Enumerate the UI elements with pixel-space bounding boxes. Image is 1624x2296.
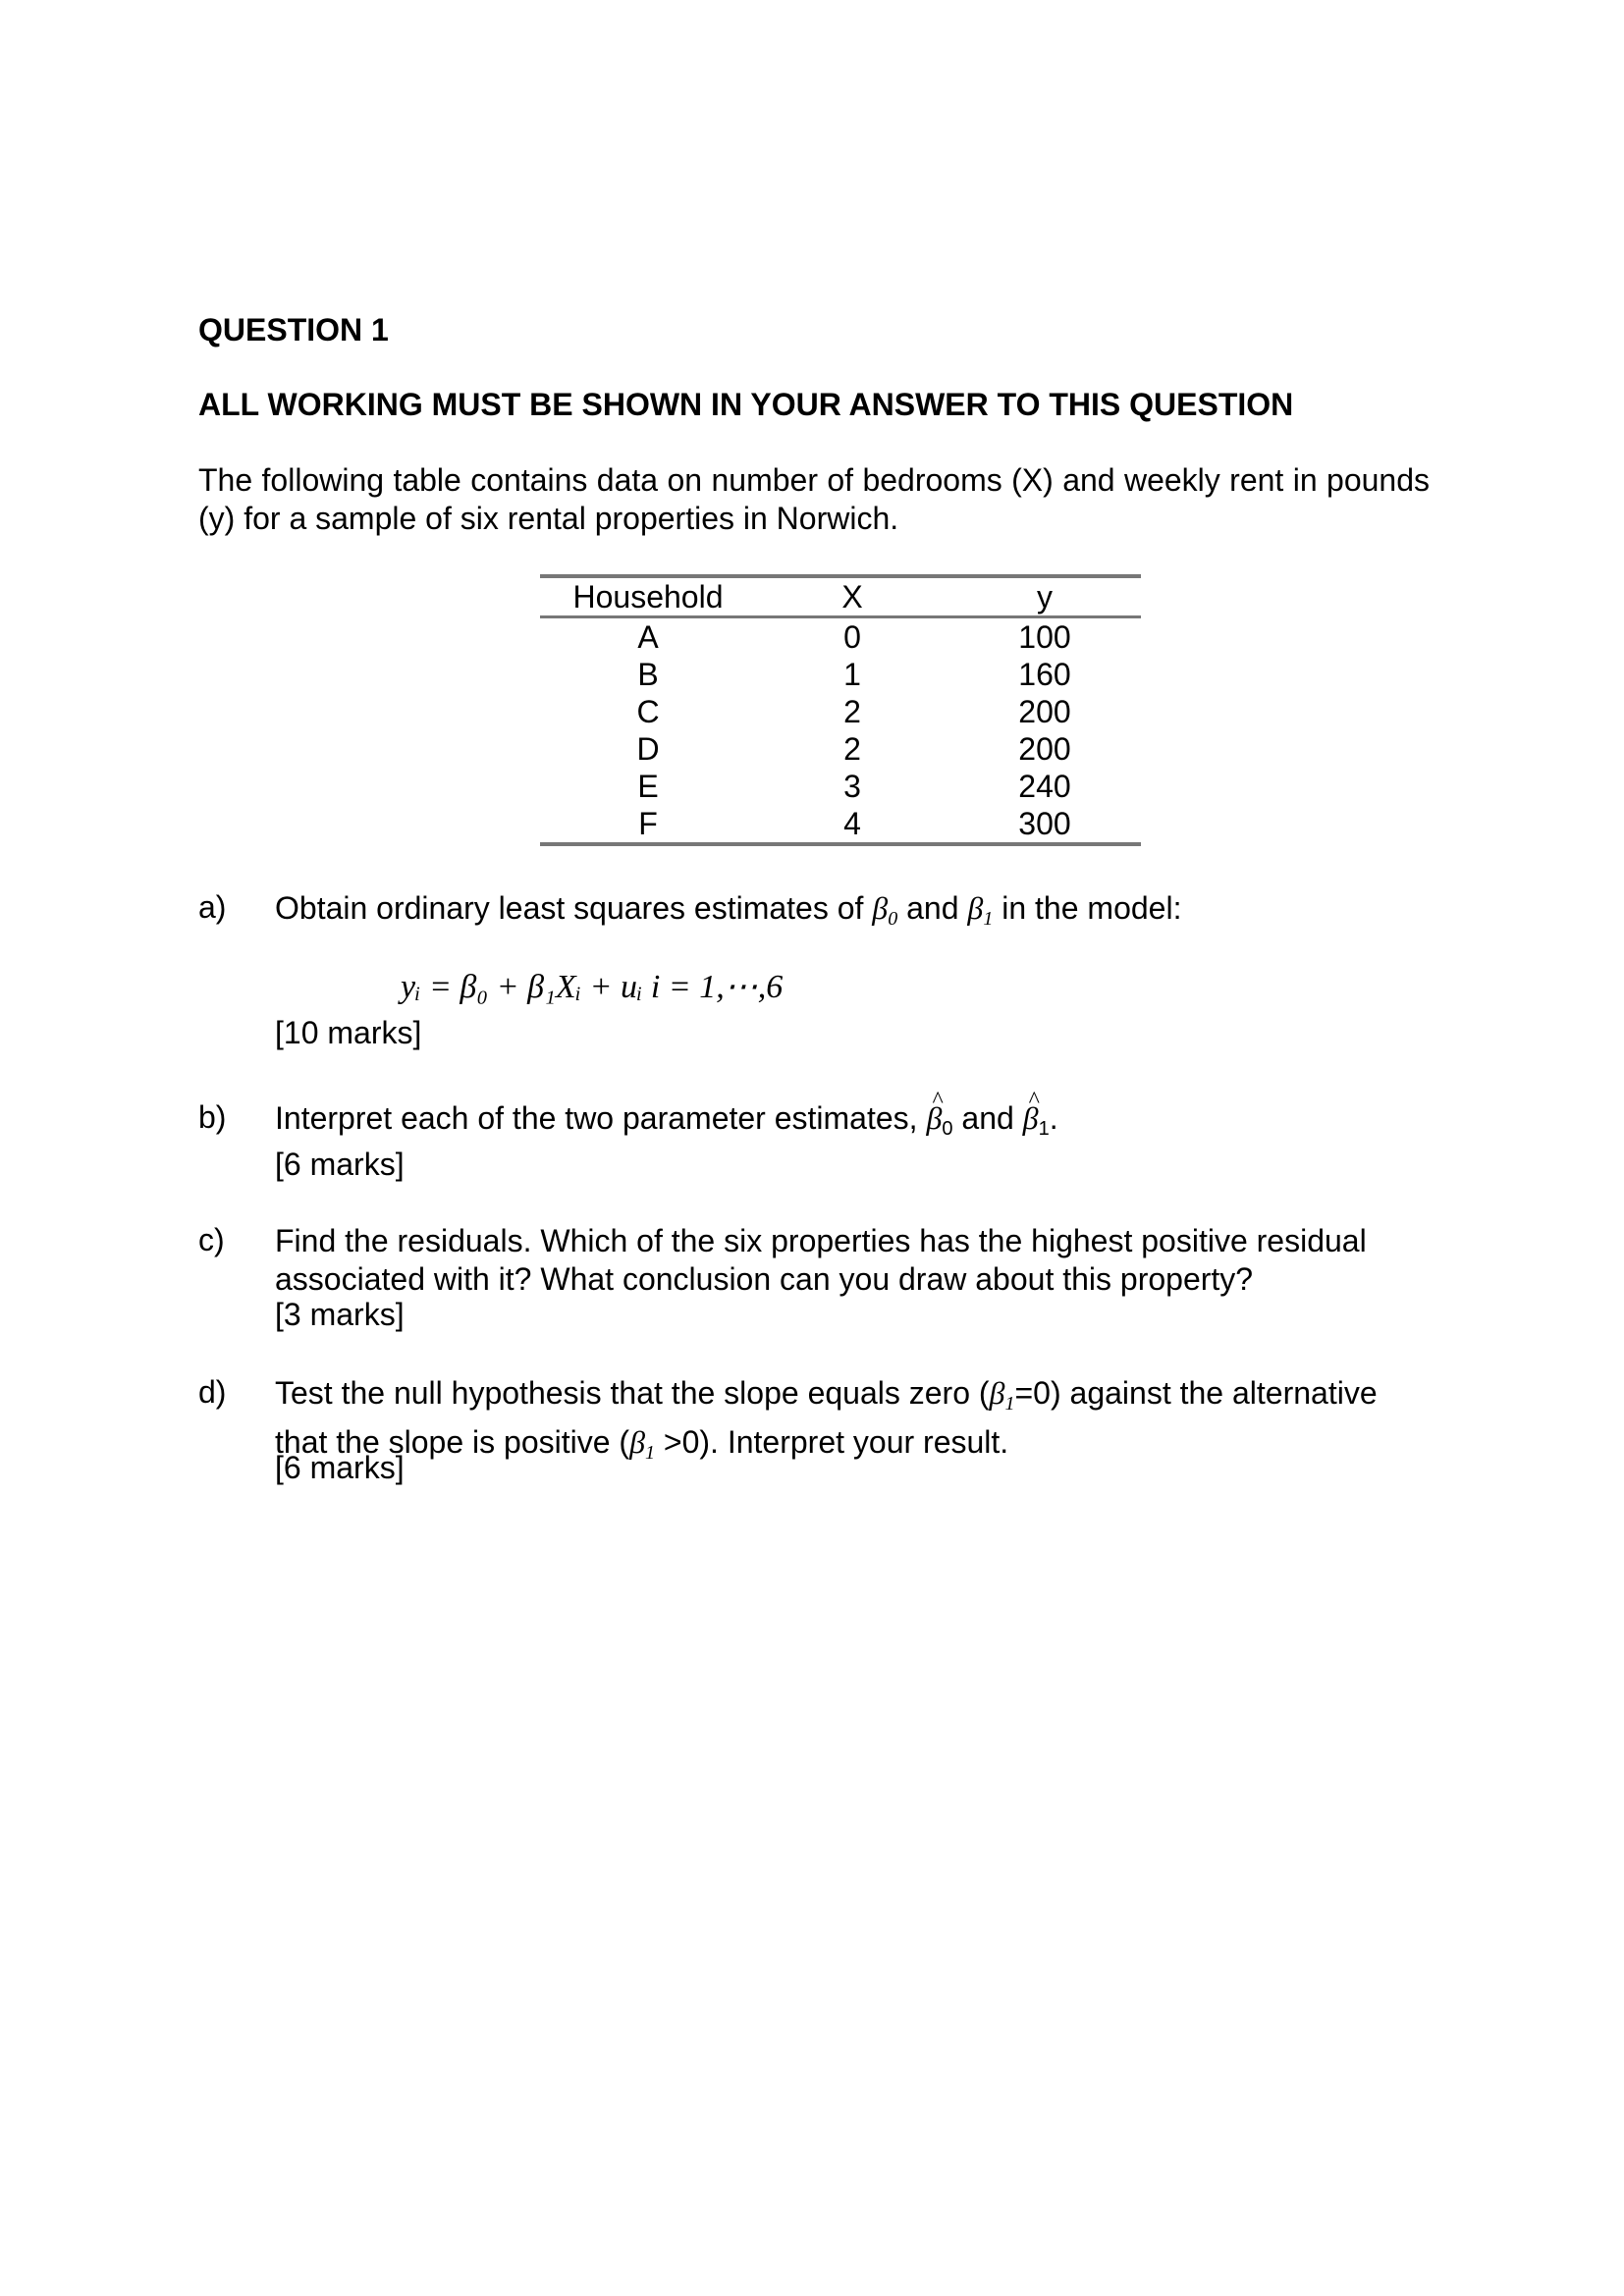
intro-paragraph: The following table contains data on number of bedrooms (X) and weekly rent in pounds (y) for a sample of six rental properties in Norwich. xyxy=(198,462,1430,536)
cell-household: A xyxy=(637,619,659,655)
part-d-text-end: >0). Interpret your result. xyxy=(655,1424,1009,1460)
cell-x: 2 xyxy=(843,731,861,767)
part-a-text-end: in the model: xyxy=(993,890,1182,926)
part-d-text-start: Test the null hypothesis that the slope equals zero ( xyxy=(275,1375,990,1411)
part-a-label: a) xyxy=(198,889,227,925)
beta1-null-symbol: β xyxy=(989,1375,1005,1411)
part-b-text-start: Interpret each of the two parameter estimates, xyxy=(275,1100,927,1136)
part-a-text-start: Obtain ordinary least squares estimates of xyxy=(275,890,873,926)
header-household: Household xyxy=(572,579,724,614)
part-b-marks: [6 marks] xyxy=(275,1147,405,1182)
part-c-marks: [3 marks] xyxy=(275,1297,405,1332)
cell-y: 300 xyxy=(1018,806,1071,841)
beta1-alt-subscript: 1 xyxy=(645,1442,656,1464)
cell-x: 1 xyxy=(843,657,861,692)
part-a-text xyxy=(275,889,1430,938)
cell-y: 200 xyxy=(1018,694,1071,729)
header-x: X xyxy=(841,579,863,614)
cell-y: 240 xyxy=(1018,769,1071,804)
cell-y: 200 xyxy=(1018,731,1071,767)
beta1-symbol: β xyxy=(967,890,984,926)
beta1-null-subscript: 1 xyxy=(1004,1393,1015,1415)
beta0-subscript: 0 xyxy=(888,908,898,930)
part-d-marks: [6 marks] xyxy=(275,1450,405,1485)
beta1-subscript: 1 xyxy=(983,908,994,930)
part-c-label: c) xyxy=(198,1222,225,1257)
table-row xyxy=(540,617,1141,657)
part-a-marks: [10 marks] xyxy=(275,1015,422,1050)
beta1-hat-symbol: ^ β xyxy=(1023,1099,1039,1138)
beta1-alt-symbol: β xyxy=(629,1424,646,1460)
data-table xyxy=(540,574,1141,846)
cell-x: 2 xyxy=(843,694,861,729)
cell-y: 160 xyxy=(1018,657,1071,692)
question-title: QUESTION 1 xyxy=(198,312,389,347)
cell-household: F xyxy=(638,806,658,841)
working-instruction: ALL WORKING MUST BE SHOWN IN YOUR ANSWER TO THIS QUESTION xyxy=(198,387,1294,422)
header-y: y xyxy=(1037,579,1053,614)
cell-household: B xyxy=(637,657,659,692)
part-d-label: d) xyxy=(198,1374,227,1410)
beta0-hat-subscript: 0 xyxy=(942,1118,953,1140)
beta0-symbol: β xyxy=(872,890,889,926)
table-row xyxy=(540,805,1141,844)
part-b-label: b) xyxy=(198,1099,227,1135)
table-row xyxy=(540,693,1141,730)
cell-household: C xyxy=(636,694,660,729)
cell-x: 3 xyxy=(843,769,861,804)
part-d-text xyxy=(275,1374,1430,1472)
cell-household: D xyxy=(636,731,660,767)
cell-y: 100 xyxy=(1018,619,1071,655)
regression-equation: yᵢ = β₀ + β₁Xᵢ + uᵢ i = 1,⋯,6 xyxy=(401,969,784,1005)
table-row xyxy=(540,730,1141,768)
part-d-text-middle: =0) against the alternative that the slope is positive ( xyxy=(275,1375,1378,1460)
cell-x: 4 xyxy=(843,806,861,841)
cell-x: 0 xyxy=(843,619,861,655)
part-b-text xyxy=(275,1099,1430,1148)
beta1-hat-subscript: 1 xyxy=(1038,1118,1050,1140)
table-header-row xyxy=(540,576,1141,617)
part-b-period: . xyxy=(1049,1100,1058,1136)
part-c-text: Find the residuals. Which of the six properties has the highest positive residual associated with it? What conclusion can you draw about this property? xyxy=(275,1223,1367,1297)
table-row xyxy=(540,656,1141,693)
cell-household: E xyxy=(637,769,659,804)
table-row xyxy=(540,768,1141,805)
part-a-and: and xyxy=(897,890,968,926)
part-b-and: and xyxy=(952,1100,1023,1136)
beta0-hat-symbol: ^ β xyxy=(926,1099,942,1138)
